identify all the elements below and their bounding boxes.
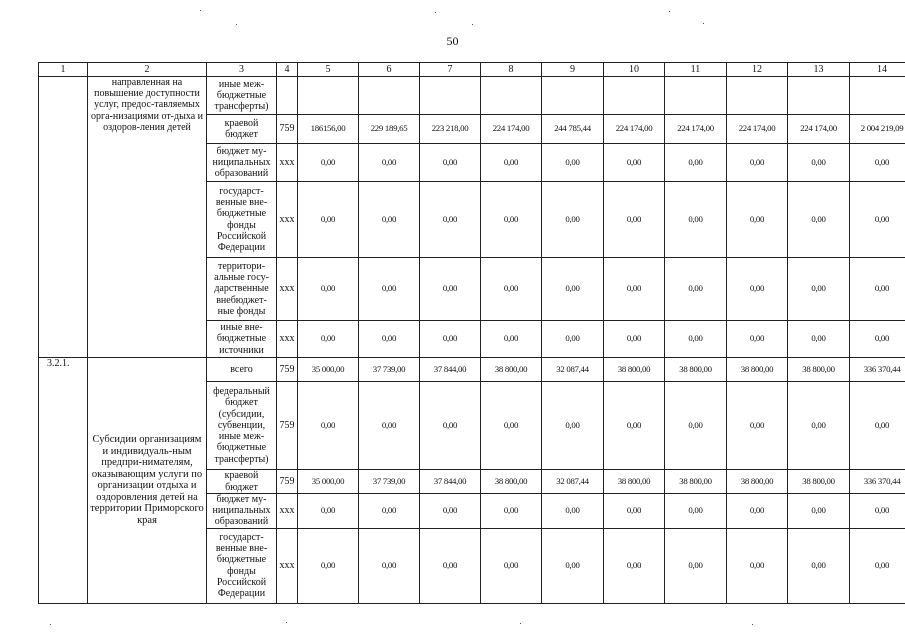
- scan-speck: [286, 622, 287, 623]
- row-code: 3.2.1.: [39, 358, 88, 604]
- value-cell: 0,00: [420, 182, 481, 258]
- value-cell: 0,00: [604, 258, 665, 321]
- value-cell: 0,00: [481, 258, 542, 321]
- value-cell: 224 174,00: [481, 115, 542, 144]
- value-cell: 37 739,00: [359, 358, 420, 382]
- budget-table: [38, 62, 905, 604]
- value-cell: 38 800,00: [481, 358, 542, 382]
- value-cell: [359, 77, 420, 115]
- value-cell: 0,00: [420, 528, 481, 603]
- value-cell: 224 174,00: [727, 115, 788, 144]
- scan-speck: [435, 12, 436, 13]
- value-cell: [604, 77, 665, 115]
- value-cell: 0,00: [788, 144, 850, 182]
- value-cell: 35 000,00: [298, 470, 359, 494]
- scan-speck: [236, 24, 237, 25]
- header-cell: 12: [727, 63, 788, 77]
- value-cell: 0,00: [665, 182, 727, 258]
- value-cell: 0,00: [298, 494, 359, 529]
- value-cell: 0,00: [850, 528, 905, 603]
- funding-source: государст-венные вне-бюджетные фонды Российской Федерации: [207, 182, 277, 258]
- scan-speck: [520, 623, 521, 624]
- value-cell: 0,00: [481, 494, 542, 529]
- budget-code: xxx: [277, 182, 298, 258]
- budget-code: [277, 77, 298, 115]
- page-number: 50: [446, 34, 459, 48]
- value-cell: 0,00: [359, 528, 420, 603]
- value-cell: 38 800,00: [727, 470, 788, 494]
- value-cell: 0,00: [542, 494, 604, 529]
- scan-speck: [200, 10, 201, 11]
- value-cell: 0,00: [298, 258, 359, 321]
- value-cell: [298, 77, 359, 115]
- funding-source: краевой бюджет: [207, 470, 277, 494]
- value-cell: 336 370,44: [850, 470, 905, 494]
- value-cell: 0,00: [665, 528, 727, 603]
- value-cell: 38 800,00: [788, 358, 850, 382]
- value-cell: 0,00: [359, 382, 420, 470]
- value-cell: 0,00: [298, 382, 359, 470]
- value-cell: 0,00: [665, 321, 727, 358]
- header-cell: 8: [481, 63, 542, 77]
- value-cell: 0,00: [420, 382, 481, 470]
- value-cell: 0,00: [542, 144, 604, 182]
- value-cell: 223 218,00: [420, 115, 481, 144]
- funding-source: бюджет му-ниципальных образований: [207, 144, 277, 182]
- value-cell: 32 087,44: [542, 470, 604, 494]
- funding-source: федеральный бюджет (субсидии, субвенции, иные меж-бюджетные трансферты): [207, 382, 277, 470]
- value-cell: 0,00: [481, 321, 542, 358]
- value-cell: 0,00: [665, 494, 727, 529]
- value-cell: 0,00: [788, 258, 850, 321]
- value-cell: 0,00: [604, 144, 665, 182]
- value-cell: 224 174,00: [665, 115, 727, 144]
- value-cell: 0,00: [359, 494, 420, 529]
- value-cell: 0,00: [727, 144, 788, 182]
- value-cell: 0,00: [727, 321, 788, 358]
- value-cell: 0,00: [850, 144, 905, 182]
- value-cell: 0,00: [298, 321, 359, 358]
- value-cell: 0,00: [727, 258, 788, 321]
- value-cell: 0,00: [788, 382, 850, 470]
- value-cell: 0,00: [604, 321, 665, 358]
- value-cell: 0,00: [850, 258, 905, 321]
- scan-speck: [50, 624, 51, 625]
- value-cell: 0,00: [481, 382, 542, 470]
- header-cell: 4: [277, 63, 298, 77]
- budget-code: 759: [277, 115, 298, 144]
- budget-code: xxx: [277, 494, 298, 529]
- value-cell: [727, 77, 788, 115]
- value-cell: [665, 77, 727, 115]
- header-row: [39, 63, 905, 77]
- budget-code: 759: [277, 470, 298, 494]
- value-cell: 0,00: [542, 258, 604, 321]
- value-cell: 38 800,00: [665, 470, 727, 494]
- value-cell: 0,00: [420, 321, 481, 358]
- value-cell: 0,00: [604, 528, 665, 603]
- value-cell: 0,00: [542, 321, 604, 358]
- value-cell: 0,00: [788, 528, 850, 603]
- program-description: Субсидии организациям и индивидуаль-ным предпри-нимателям, оказывающим услуги по организации отдыха и оздоровления детей на территории Приморского края: [88, 358, 207, 604]
- value-cell: 0,00: [359, 144, 420, 182]
- value-cell: [420, 77, 481, 115]
- value-cell: 38 800,00: [665, 358, 727, 382]
- funding-source: иные меж-бюджетные трансферты): [207, 77, 277, 115]
- scan-speck: [703, 23, 704, 24]
- value-cell: 0,00: [727, 528, 788, 603]
- header-cell: 1: [39, 63, 88, 77]
- value-cell: 0,00: [359, 182, 420, 258]
- value-cell: 0,00: [298, 528, 359, 603]
- value-cell: 0,00: [727, 494, 788, 529]
- table-row: [39, 358, 905, 382]
- value-cell: 2 004 219,09: [850, 115, 905, 144]
- header-cell: 11: [665, 63, 727, 77]
- header-cell: 5: [298, 63, 359, 77]
- value-cell: 37 739,00: [359, 470, 420, 494]
- block2: [39, 358, 905, 604]
- value-cell: 0,00: [665, 144, 727, 182]
- value-cell: 0,00: [850, 382, 905, 470]
- value-cell: 0,00: [788, 321, 850, 358]
- value-cell: 0,00: [788, 494, 850, 529]
- value-cell: 336 370,44: [850, 358, 905, 382]
- value-cell: 37 844,00: [420, 358, 481, 382]
- table-row: [39, 77, 905, 115]
- value-cell: 0,00: [604, 382, 665, 470]
- value-cell: 38 800,00: [604, 358, 665, 382]
- value-cell: 0,00: [850, 321, 905, 358]
- program-description: направленная на повышение доступности услуг, предос-тавляемых орга-низациями от-дыха и оздоров-ления детей: [88, 77, 207, 358]
- value-cell: 0,00: [481, 144, 542, 182]
- value-cell: 0,00: [604, 494, 665, 529]
- header-cell: 13: [788, 63, 850, 77]
- value-cell: 186156,00: [298, 115, 359, 144]
- value-cell: 0,00: [481, 528, 542, 603]
- budget-code: 759: [277, 382, 298, 470]
- value-cell: 37 844,00: [420, 470, 481, 494]
- value-cell: 0,00: [665, 382, 727, 470]
- value-cell: 32 087,44: [542, 358, 604, 382]
- value-cell: 0,00: [481, 182, 542, 258]
- budget-code: xxx: [277, 258, 298, 321]
- funding-source: территори-альные госу-дарственные внебюджет-ные фонды: [207, 258, 277, 321]
- value-cell: 0,00: [542, 182, 604, 258]
- value-cell: 244 785,44: [542, 115, 604, 144]
- value-cell: 0,00: [542, 382, 604, 470]
- value-cell: 0,00: [359, 321, 420, 358]
- value-cell: 0,00: [298, 182, 359, 258]
- funding-source: бюджет му-ниципальных образований: [207, 494, 277, 529]
- value-cell: 0,00: [298, 144, 359, 182]
- value-cell: 0,00: [727, 382, 788, 470]
- value-cell: 0,00: [542, 528, 604, 603]
- value-cell: 38 800,00: [727, 358, 788, 382]
- value-cell: 38 800,00: [604, 470, 665, 494]
- value-cell: 224 174,00: [788, 115, 850, 144]
- value-cell: 0,00: [604, 182, 665, 258]
- value-cell: 0,00: [420, 494, 481, 529]
- funding-source: государст-венные вне-бюджетные фонды Российской Федерации: [207, 528, 277, 603]
- value-cell: 0,00: [850, 494, 905, 529]
- scan-speck: [669, 11, 670, 12]
- value-cell: 0,00: [788, 182, 850, 258]
- header-cell: 7: [420, 63, 481, 77]
- scan-speck: [752, 624, 753, 625]
- budget-code: xxx: [277, 321, 298, 358]
- funding-source: иные вне-бюджетные источники: [207, 321, 277, 358]
- scan-speck: [472, 24, 473, 25]
- value-cell: 229 189,65: [359, 115, 420, 144]
- value-cell: 0,00: [850, 182, 905, 258]
- value-cell: 0,00: [665, 258, 727, 321]
- header-cell: 3: [207, 63, 277, 77]
- value-cell: 38 800,00: [481, 470, 542, 494]
- value-cell: 38 800,00: [788, 470, 850, 494]
- row-code: [39, 77, 88, 358]
- header-cell: 10: [604, 63, 665, 77]
- value-cell: 0,00: [727, 182, 788, 258]
- value-cell: [788, 77, 850, 115]
- budget-code: xxx: [277, 144, 298, 182]
- header-cell: 14: [850, 63, 905, 77]
- value-cell: 0,00: [420, 258, 481, 321]
- value-cell: [481, 77, 542, 115]
- value-cell: 35 000,00: [298, 358, 359, 382]
- block1: [39, 77, 905, 358]
- value-cell: 224 174,00: [604, 115, 665, 144]
- funding-source: всего: [207, 358, 277, 382]
- budget-code: xxx: [277, 528, 298, 603]
- value-cell: 0,00: [359, 258, 420, 321]
- header-cell: 6: [359, 63, 420, 77]
- budget-code: 759: [277, 358, 298, 382]
- funding-source: краевой бюджет: [207, 115, 277, 144]
- value-cell: [542, 77, 604, 115]
- value-cell: 0,00: [420, 144, 481, 182]
- value-cell: [850, 77, 905, 115]
- header-cell: 2: [88, 63, 207, 77]
- header-cell: 9: [542, 63, 604, 77]
